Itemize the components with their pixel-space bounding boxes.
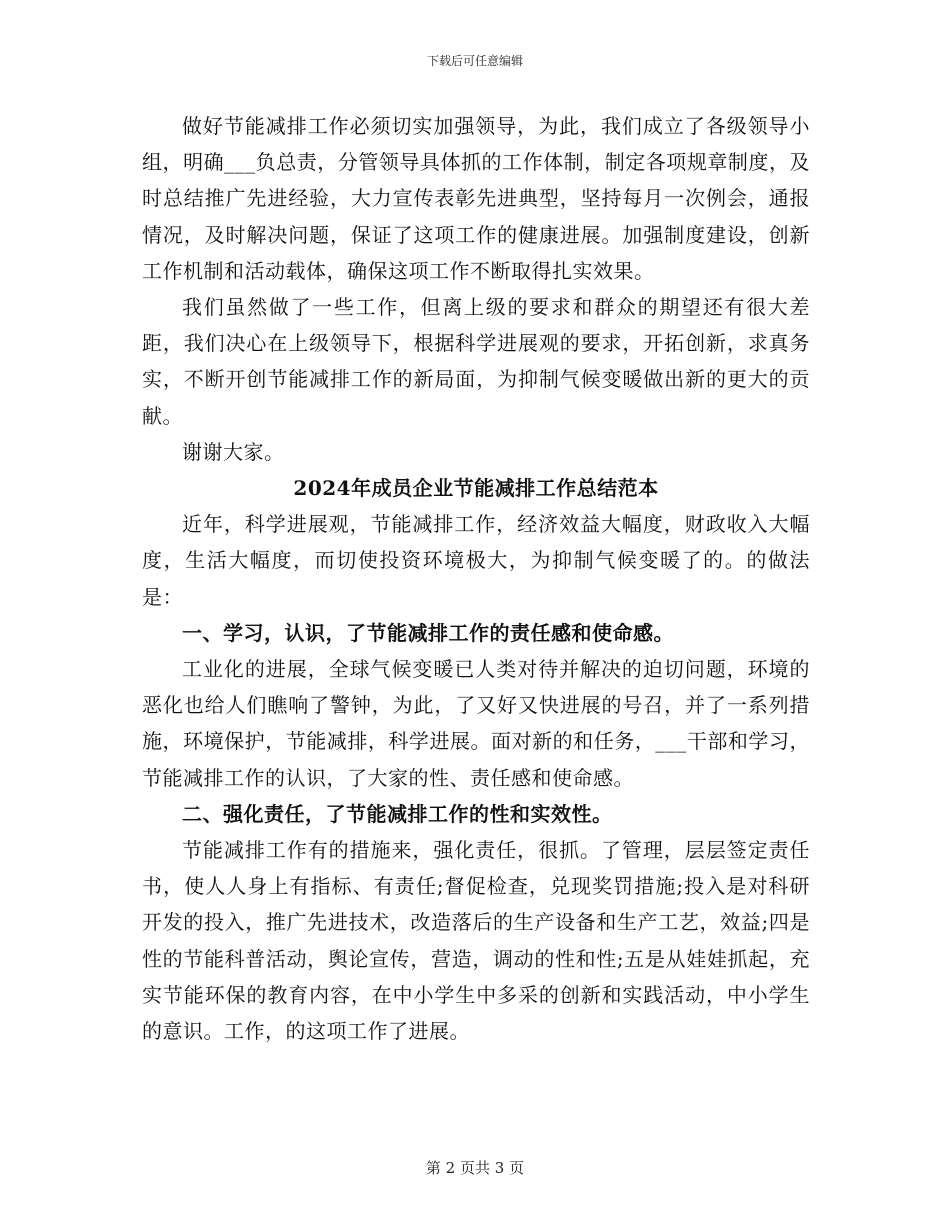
page-footer: 第 2 页共 3 页: [425, 1159, 525, 1177]
paragraph-thanks: 谢谢大家。: [182, 439, 285, 464]
section-heading-2: 二、强化责任，了节能减排工作的性和实效性。: [182, 801, 613, 826]
page-header: 下载后可任意编辑: [426, 54, 523, 68]
paragraph-intro: 近年，科学进展观，节能减排工作，经济效益大幅度，财政收入大幅度，生活大幅度，而切使投资环境极大，为抑制气候变暖了的。的做法是：: [142, 512, 810, 609]
paragraph-leadership: 做好节能减排工作必须切实加强领导，为此，我们成立了各级领导小组，明确___负总责，分管领导具体抓的工作体制，制定各项规章制度，及时总结推广先进经验，大力宣传表彰先进典型，坚持每月一次例会，通报情况，及时解决问题，保证了这项工作的健康进展。加强制度建设，创新工作机制和活动载体，确保这项工作不断取得扎实效果。: [142, 114, 810, 283]
section-heading-1: 一、学习，认识，了节能减排工作的责任感和使命感。: [182, 620, 674, 645]
paragraph-section-1: 工业化的进展，全球气候变暖已人类对待并解决的迫切问题，环境的恶化也给人们瞧响了警钟，为此，了又好又快进展的号召，并了一系列措施，环境保护，节能减排，科学进展。面对新的和任务，___干部和学习，节能减排工作的认识，了大家的性、责任感和使命感。: [142, 657, 810, 790]
document-body: [142, 108, 810, 1049]
document-title: 2024年成员企业节能减排工作总结范本: [293, 476, 659, 501]
paragraph-commitment: 我们虽然做了一些工作，但离上级的要求和群众的期望还有很大差距，我们决心在上级领导下，根据科学进展观的要求，开拓创新，求真务实，不断开创节能减排工作的新局面，为抑制气候变暖做出新的更大的贡献。: [142, 295, 810, 428]
paragraph-section-2: 节能减排工作有的措施来，强化责任，很抓。了管理，层层签定责任书，使人人身上有指标、有责任;督促检查，兑现奖罚措施;投入是对科研开发的投入，推广先进技术，改造落后的生产设备和生产工艺，效益;四是性的节能科普活动，舆论宣传，营造，调动的性和性;五是从娃娃抓起，充实节能环保的教育内容，在中小学生中多采的创新和实践活动，中小学生的意识。工作，的这项工作了进展。: [142, 838, 810, 1044]
